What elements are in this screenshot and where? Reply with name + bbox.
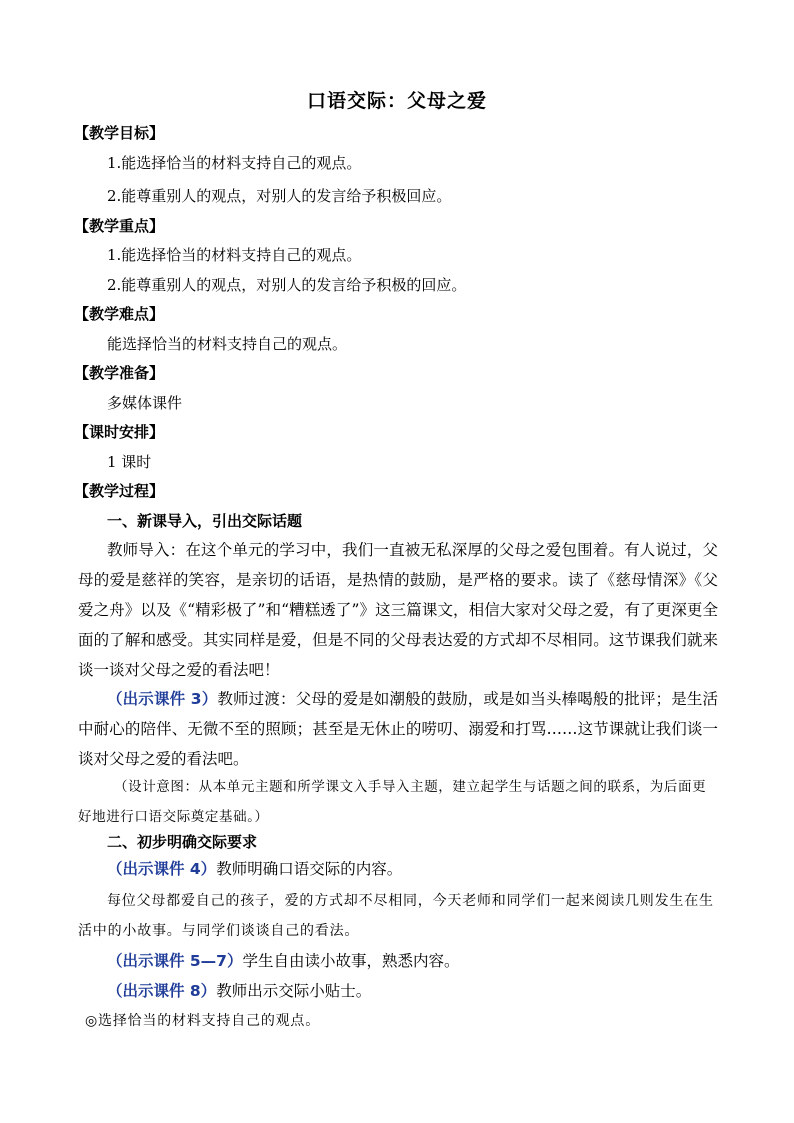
keypoint-item: 1.能选择恰当的材料支持自己的观点。 xyxy=(107,246,362,264)
goal-item: 1.能选择恰当的材料支持自己的观点。 xyxy=(107,154,362,172)
part1-intro-paragraph: 教师导入：在这个单元的学习中，我们一直被无私深厚的父母之爱包围着。有人说过，父母的爱是慈祥的笑容，是亲切的话语，是热情的鼓励，是严格的要求。读了《慈母情深》《父爱之舟》以及《“精彩极了”和“糟糕透了”》这三篇课文，相信大家对父母之爱，有了更深更全面的了解和感受。其实同样是爱，但是不同的父母表达爱的方式却不尽相同。这节课我们就来谈一谈对父母之爱的看法吧！ xyxy=(78,541,718,679)
paragraph-text: 教师出示交际小贴士。 xyxy=(216,982,372,1000)
part1-transition-paragraph xyxy=(78,684,718,774)
section-heading-process: 【教学过程】 xyxy=(74,482,165,500)
part2-paragraph xyxy=(78,854,718,884)
section-heading-prep: 【教学准备】 xyxy=(74,364,165,382)
courseware-tag: （出示课件 3） xyxy=(107,690,218,708)
section-heading-keypoints: 【教学重点】 xyxy=(74,217,165,235)
part2-paragraph xyxy=(78,976,718,1006)
courseware-tag: （出示课件 4） xyxy=(107,860,217,878)
design-intent-note: （设计意图：从本单元主题和所学课文入手导入主题，建立起学生与话题之间的联系，为后面更好地进行口语交际奠定基础。） xyxy=(78,779,707,825)
difficulty-item: 能选择恰当的材料支持自己的观点。 xyxy=(107,335,348,353)
page-title: 口语交际：父母之爱 xyxy=(306,90,487,112)
section-heading-difficulty: 【教学难点】 xyxy=(74,305,165,323)
tip-item: ◎选择恰当的材料支持自己的观点。 xyxy=(85,1013,321,1029)
section-heading-goals: 【教学目标】 xyxy=(74,124,165,142)
part2-paragraph xyxy=(78,946,718,976)
paragraph-text: 教师过渡：父母的爱是如潮般的鼓励，或是如当头棒喝般的批评；是生活中耐心的陪伴、无微不至的照顾；甚至是无休止的唠叨、溺爱和打骂……这节课就让我们谈一谈对父母之爱的看法吧。 xyxy=(78,690,718,768)
goal-item: 2.能尊重别人的观点，对别人的发言给予积极回应。 xyxy=(107,187,452,205)
courseware-tag: （出示课件 8） xyxy=(107,982,217,1000)
part2-heading: 二、初步明确交际要求 xyxy=(107,833,258,851)
story-paragraph: 每位父母都爱自己的孩子，爱的方式却不尽相同，今天老师和同学们一起来阅读几则发生在生活中的小故事。与同学们谈谈自己的看法。 xyxy=(78,893,714,939)
paragraph-text: 学生自由读小故事，熟悉内容。 xyxy=(242,952,460,970)
part1-heading: 一、新课导入，引出交际话题 xyxy=(107,512,303,530)
prep-item: 多媒体课件 xyxy=(107,394,183,412)
schedule-item: 1 课时 xyxy=(107,453,152,471)
section-heading-schedule: 【课时安排】 xyxy=(74,423,165,441)
courseware-tag: （出示课件 5—7） xyxy=(107,952,243,970)
paragraph-text: 教师明确口语交际的内容。 xyxy=(216,860,403,878)
keypoint-item: 2.能尊重别人的观点，对别人的发言给予积极的回应。 xyxy=(107,276,467,294)
